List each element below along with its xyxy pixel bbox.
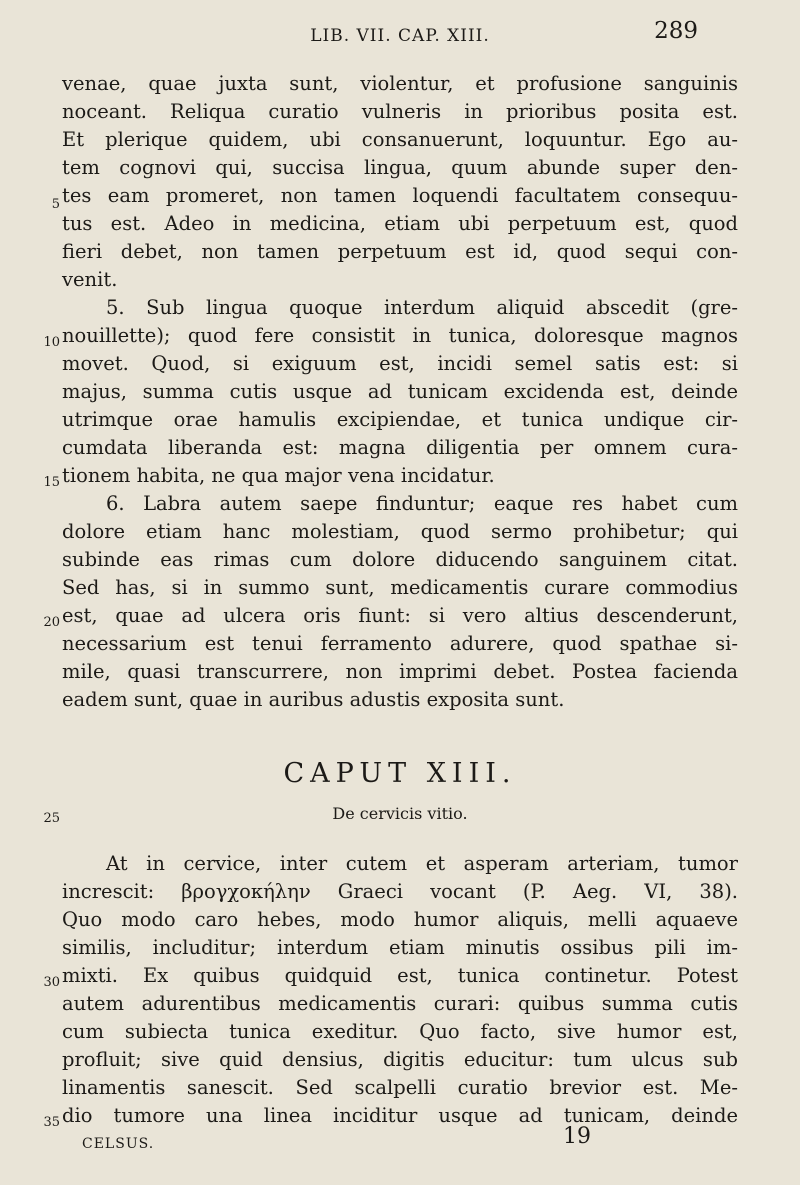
running-head — [0, 14, 800, 54]
text-line: tes eam promeret, non tamen loquendi facultatem consequu- — [62, 184, 738, 207]
text-line: nouillette); quod fere consistit in tunica, doloresque magnos — [62, 324, 738, 347]
text-line: fieri debet, non tamen perpetuum est id, quod sequi con- — [62, 240, 738, 263]
text-line: mixti. Ex quibus quidquid est, tunica continetur. Potest — [62, 964, 738, 987]
line-number: 25 — [43, 811, 60, 826]
line-number: 15 — [43, 475, 60, 490]
line-number: 30 — [43, 975, 60, 990]
text-line: dio tumore una linea inciditur usque ad tunicam, deinde — [62, 1104, 738, 1127]
line-number: 5 — [51, 197, 60, 212]
text-line: venae, quae juxta sunt, violentur, et profusione sanguinis — [62, 72, 738, 95]
text-line: linamentis sanescit. Sed scalpelli curatio brevior est. Me- — [62, 1076, 738, 1099]
text-line: tem cognovi qui, succisa lingua, quum abunde super den- — [62, 156, 738, 179]
text-line: necessarium est tenui ferramento adurere, quod spathae si- — [62, 632, 738, 655]
text-line: dolore etiam hanc molestiam, quod sermo prohibetur; qui — [62, 520, 738, 543]
text-line: cum subiecta tunica exeditur. Quo facto, sive humor est, — [62, 1020, 738, 1043]
text-line: noceant. Reliqua curatio vulneris in prioribus posita est. — [62, 100, 738, 123]
text-line: movet. Quod, si exiguum est, incidi semel satis est: si — [62, 352, 738, 375]
text-line: est, quae ad ulcera oris fiunt: si vero altius descenderunt, — [62, 604, 738, 627]
text-line: increscit: βρογχοκήλην Graeci vocant (P. Aeg. VI, 38). — [62, 880, 738, 903]
text-line: At in cervice, inter cutem et asperam arteriam, tumor — [106, 852, 738, 875]
printer-signature: CELSUS. — [82, 1136, 155, 1152]
text-line: 6. Labra autem saepe finduntur; eaque res habet cum — [106, 492, 738, 515]
running-head-title: LIB. VII. CAP. XIII. — [310, 26, 490, 46]
text-line: mile, quasi transcurrere, non imprimi debet. Postea facienda — [62, 660, 738, 683]
text-line: venit. — [62, 268, 118, 291]
text-line: Sed has, si in summo sunt, medicamentis curare commodius — [62, 576, 738, 599]
text-line: Et plerique quidem, ubi consanuerunt, loquuntur. Ego au- — [62, 128, 738, 151]
text-line: utrimque orae hamulis excipiendae, et tunica undique cir- — [62, 408, 738, 431]
text-line: similis, includitur; interdum etiam minutis ossibus pili im- — [62, 936, 738, 959]
text-line: eadem sunt, quae in auribus adustis exposita sunt. — [62, 688, 565, 711]
line-number: 10 — [43, 335, 60, 350]
page-number: 289 — [654, 18, 698, 44]
text-line: profluit; sive quid densius, digitis educitur: tum ulcus sub — [62, 1048, 738, 1071]
text-line: cumdata liberanda est: magna diligentia per omnem cura- — [62, 436, 738, 459]
text-line: tionem habita, ne qua major vena incidatur. — [62, 464, 495, 487]
text-line: Quo modo caro hebes, modo humor aliquis, melli aquaeve — [62, 908, 738, 931]
text-line: majus, summa cutis usque ad tunicam excidenda est, deinde — [62, 380, 738, 403]
text-line: 5. Sub lingua quoque interdum aliquid abscedit (gre- — [106, 296, 738, 319]
line-number: 20 — [43, 615, 60, 630]
text-line: autem adurentibus medicamentis curari: quibus summa cutis — [62, 992, 738, 1015]
chapter-heading: CAPUT XIII. — [283, 758, 517, 789]
chapter-subtitle: De cervicis vitio. — [332, 804, 468, 823]
sheet-number: 19 — [563, 1124, 591, 1149]
line-number: 35 — [43, 1115, 60, 1130]
text-line: tus est. Adeo in medicina, etiam ubi perpetuum est, quod — [62, 212, 738, 235]
text-line: subinde eas rimas cum dolore diducendo sanguinem citat. — [62, 548, 738, 571]
